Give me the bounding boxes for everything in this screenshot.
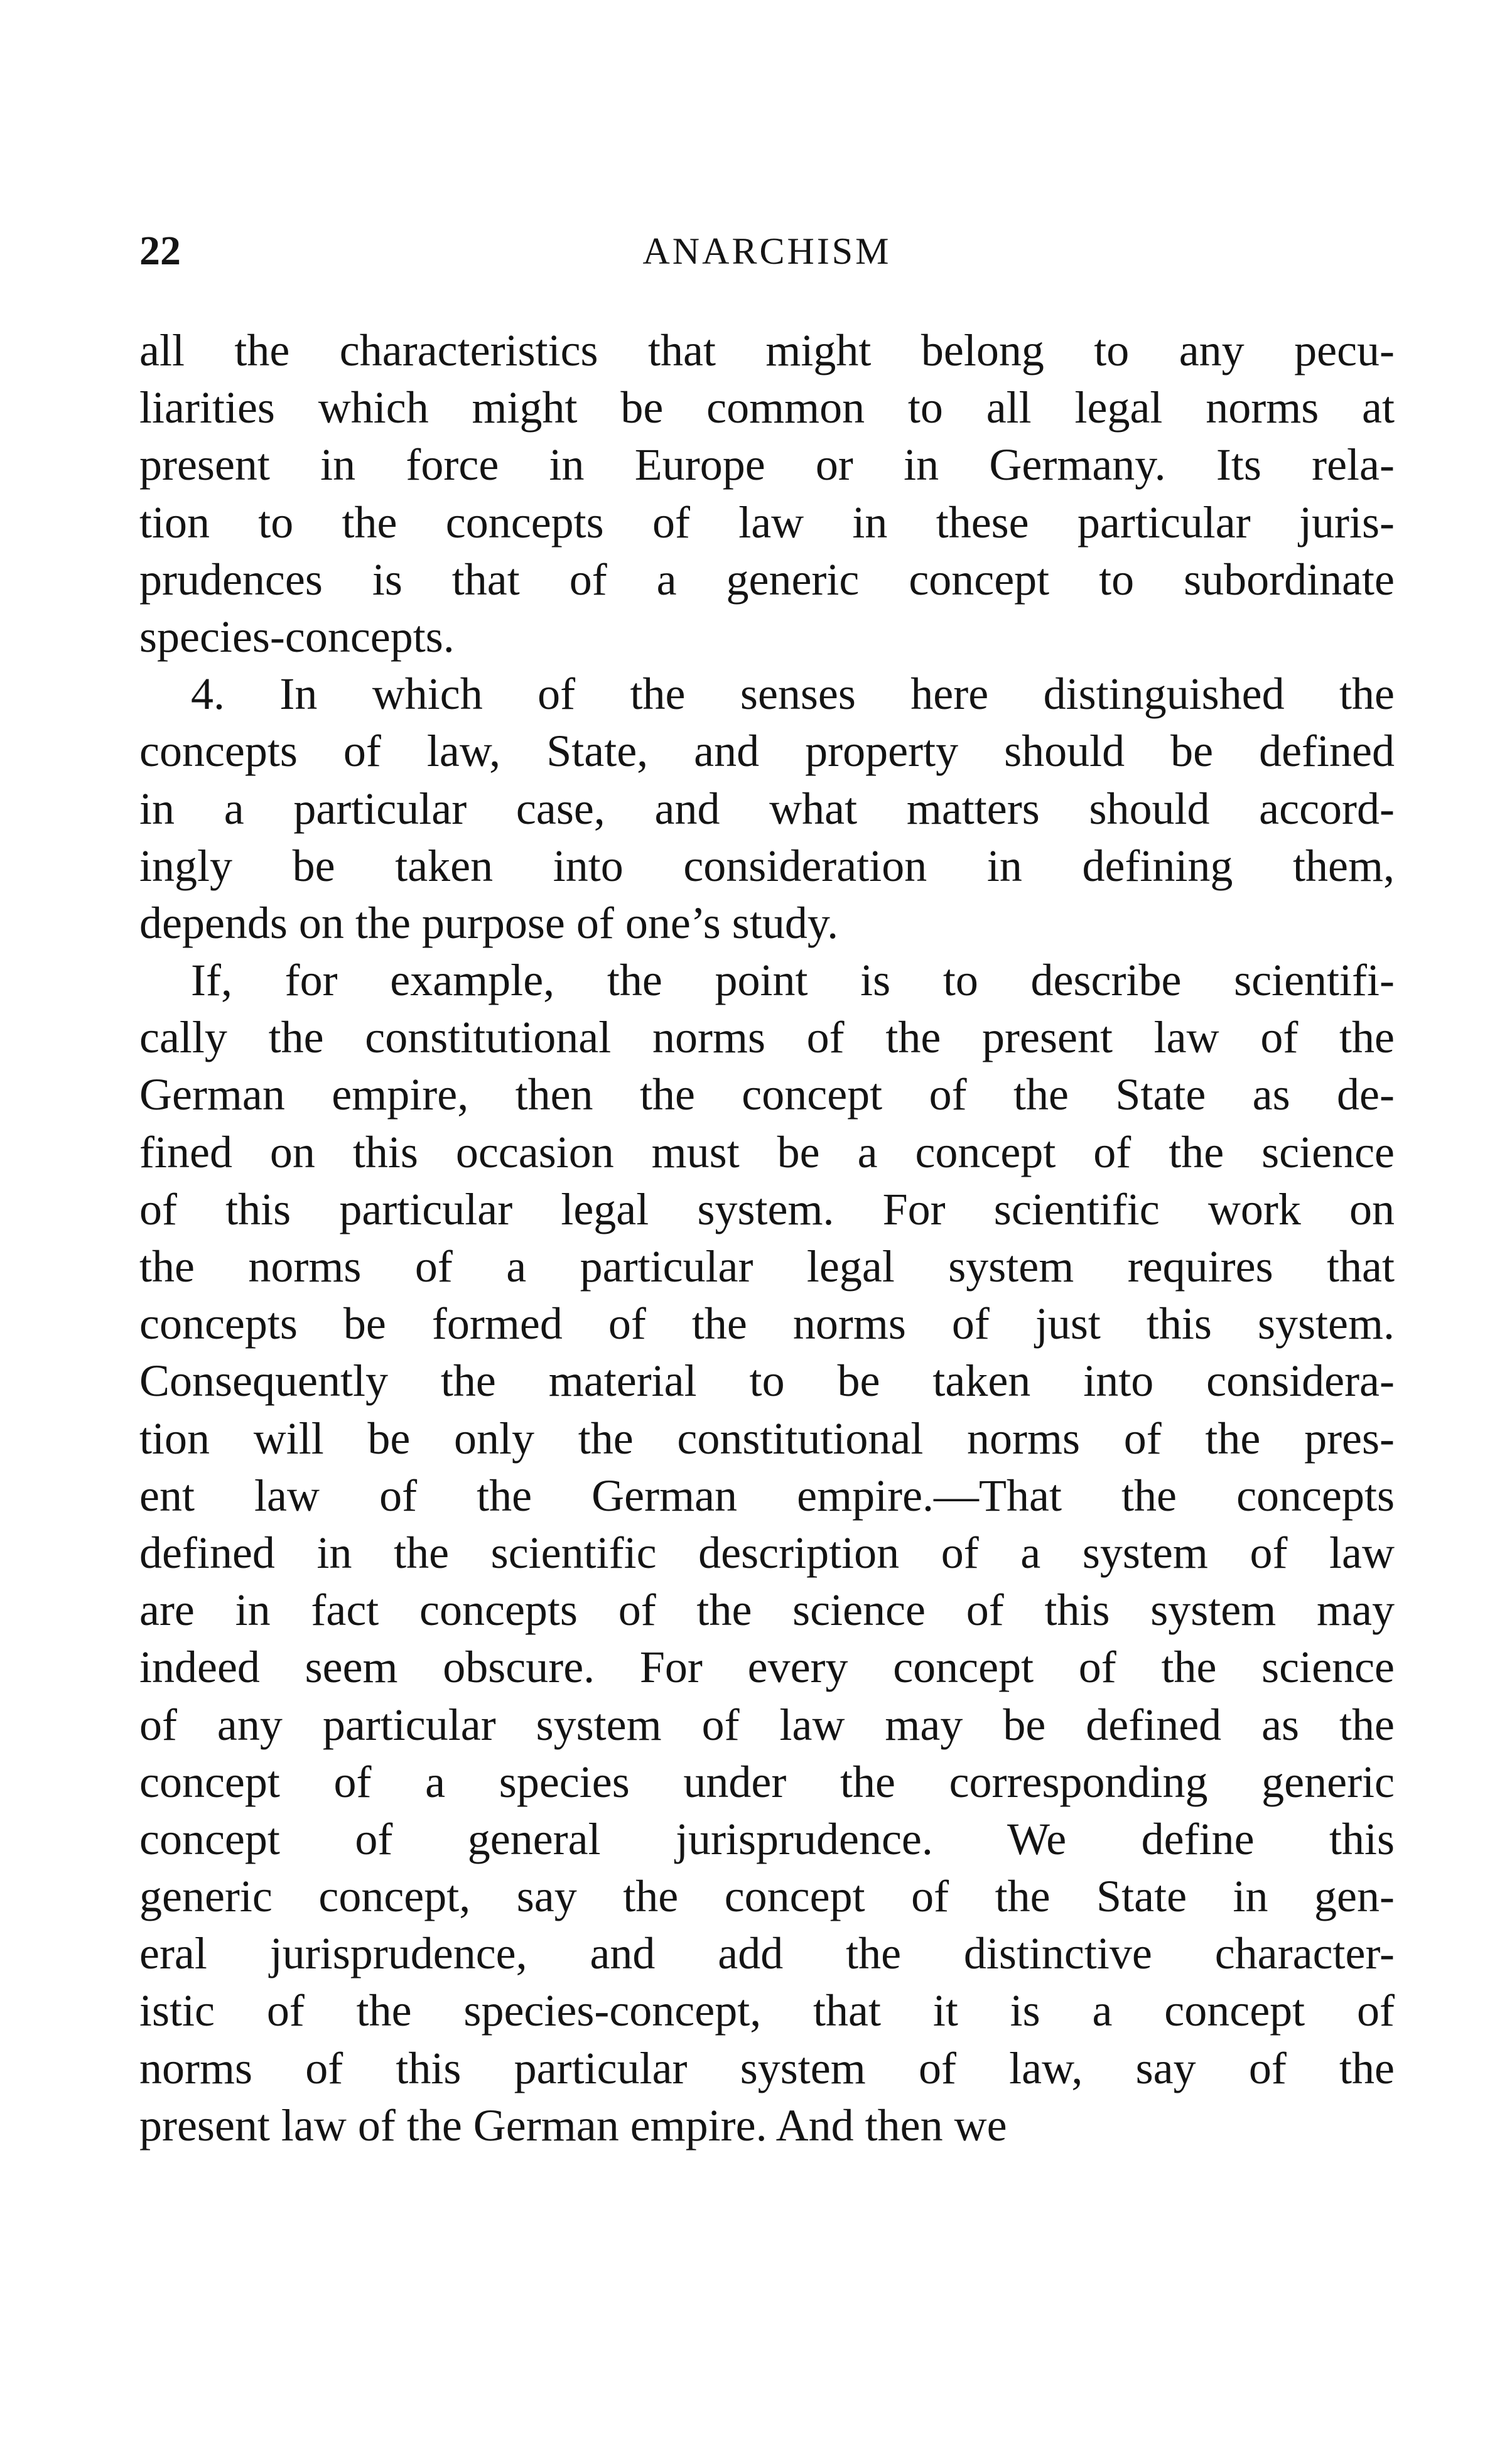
text-line: If, for example, the point is to describe scientifi- [191, 955, 1395, 1006]
text-line: indeed seem obscure. For every concept of the science [139, 1642, 1395, 1693]
text-line: Consequently the material to be taken into considera- [139, 1356, 1395, 1406]
text-line: concepts of law, State, and property should be defined [139, 726, 1395, 777]
text-line: istic of the species-concept, that it is a concept of [139, 1985, 1395, 2036]
text-line: all the characteristics that might belong to any pecu- [139, 325, 1395, 375]
text-line: ingly be taken into consideration in defining them, [139, 840, 1395, 891]
text-line: are in fact concepts of the science of this system may [139, 1585, 1395, 1636]
body-text [139, 322, 1395, 2154]
page-header [139, 223, 1395, 279]
text-line: concept of a species under the corresponding generic [139, 1756, 1395, 1807]
text-line: the norms of a particular legal system requires that [139, 1241, 1395, 1292]
running-title: ANARCHISM [642, 230, 892, 272]
text-line: tion will be only the constitutional norms of the pres- [139, 1413, 1395, 1464]
text-line: liarities which might be common to all legal norms at [139, 382, 1395, 433]
text-line: 4. In which of the senses here distinguished the [191, 669, 1395, 720]
text-line: prudences is that of a generic concept to subordinate [139, 554, 1395, 605]
text-line: generic concept, say the concept of the State in gen- [139, 1871, 1395, 1922]
text-line: cally the constitutional norms of the present law of the [139, 1012, 1395, 1063]
text-line: norms of this particular system of law, say of the [139, 2043, 1395, 2093]
text-line: present in force in Europe or in Germany. Its rela- [139, 440, 1395, 490]
text-line: present law of the German empire. And then we [139, 2100, 1007, 2151]
text-line: German empire, then the concept of the State as de- [139, 1069, 1395, 1120]
text-line: depends on the purpose of one’s study. [139, 897, 839, 948]
text-line: fined on this occasion must be a concept of the science [139, 1126, 1395, 1177]
text-line: concept of general jurisprudence. We define this [139, 1813, 1395, 1864]
text-line: of this particular legal system. For scientific work on [139, 1184, 1395, 1234]
text-line: species-concepts. [139, 611, 455, 662]
text-line: concepts be formed of the norms of just this system. [139, 1298, 1395, 1349]
text-line: tion to the concepts of law in these particular juris- [139, 497, 1395, 548]
text-line: defined in the scientific description of a system of law [139, 1527, 1395, 1578]
page-number: 22 [139, 228, 181, 274]
text-line: eral jurisprudence, and add the distinctive character- [139, 1928, 1395, 1979]
text-line: in a particular case, and what matters should accord- [139, 783, 1395, 834]
text-line: ent law of the German empire.—That the concepts [139, 1470, 1395, 1521]
text-line: of any particular system of law may be defined as the [139, 1699, 1395, 1750]
